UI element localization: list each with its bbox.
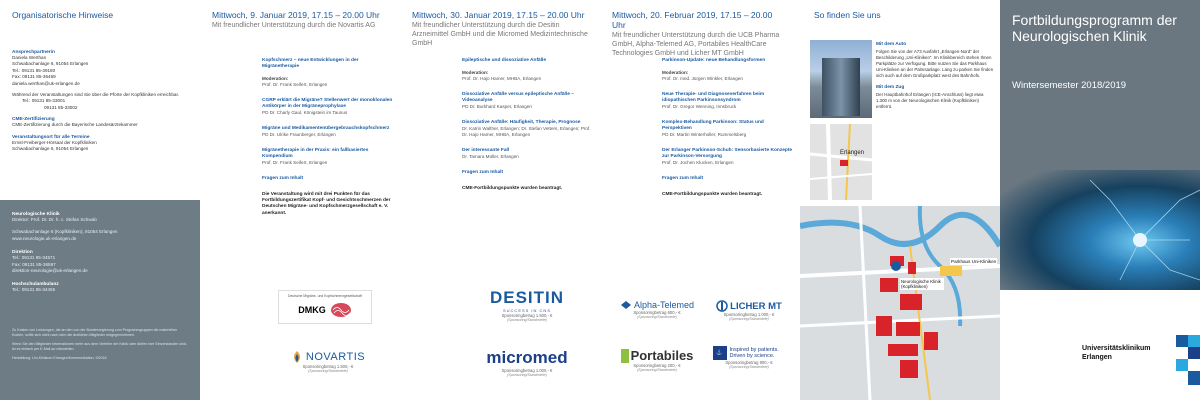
portabiles-name: Portabiles [630,348,694,363]
topic-item [462,58,594,82]
service-email[interactable]: direktion-neurologie@uk-erlangen.de [12,268,88,274]
topic-item [462,120,594,138]
overview-map-label: Erlangen [840,150,865,156]
desitin-name: DESITIN [489,288,565,307]
sponsor-type: (Sponsoring/Standmiete) [637,368,677,372]
session-date: Mittwoch, 9. Januar 2019, 17.15 – 20.00 Uhr [212,10,380,20]
contact-line: Schwabachanlage 6, 91054 Erlangen [12,61,89,67]
session-date: Mittwoch, 20. Februar 2019, 17.15 – 20.00 Uhr [612,10,773,30]
sponsor-portabiles [612,348,702,373]
topic-title: Migränetherapie in der Praxis: ein fallbasiertes Kompendium [262,148,369,159]
dmkg-subtitle: Deutsche Migräne- und Kopfschmerzgesellschaft [288,294,362,298]
topic-speaker: Prof. Dr. Frank Seifert, Erlangen [262,82,328,87]
dmkg-name: DMKG [298,305,326,315]
clinic-director: Direktor: Prof. Dr. Dr. h. c. Stefan Schwab [12,217,97,222]
contact-line: Fax: 09131 85-36469 [12,74,56,80]
topic-speaker: Prof. Dr. med. Jürgen Winkler, Erlangen [662,76,743,81]
sponsor-type: (Sponsoring/Standmiete) [507,373,547,377]
session-support: Mit freundlicher Unterstützung durch die Desitin Arzneimittel GmbH und die Micromed Medizintechnische GmbH [412,22,588,47]
session-support: Mit freundlicher Unterstützung durch die UCB Pharma GmbH, Alpha-Telemed AG, Portabiles HealthCare Technologies GmbH und Licher MT GmbH [612,32,780,57]
topic-moderation: Moderation: [262,76,289,81]
ucb-tagline: Inspired by patients. Driven by science. [729,346,779,359]
city-map-graphic [800,206,1000,400]
topic-moderation: Moderation: [462,70,489,75]
fine-print: Zu Kosten von Leistungen, die an den von der Bundesregierung zum Programmgruppen die materiellen Kosten, sollte sich nicht nach dem die ärztlichen Mitglieder entgegennehmen. [12,327,178,337]
topic-speaker: PD Dr. Burkhard Kasper, Erlangen [462,104,532,109]
portabiles-mark-icon [621,349,629,363]
sponsor-amount: Sponsoringbetrag 200,- € [633,363,681,368]
session-jan30 [400,0,600,400]
overview-map [810,124,872,200]
directions-heading: So finden Sie uns [814,10,881,20]
topic-item [262,148,394,166]
uni-name-line1: Universitätsklinikum [1082,345,1151,352]
dmkg-brain-icon [330,302,352,318]
dmkg-logo [278,290,372,324]
service-line: Tel.: 09131 85-34571 [12,255,56,261]
topic-item [462,92,594,110]
lichermt-name: LICHER MT [730,300,782,312]
session-support: Mit freundlicher Unterstützung durch die Novartis AG [212,22,376,29]
topic-speaker: PD Dr. Martin Winterholler, Rummelsberg [662,132,747,137]
uni-name [1082,345,1150,362]
service-heading: Direktion [12,250,33,256]
venue-line: Schwabachanlage 6, 91054 Erlangen [12,146,89,152]
fine-print-2: Wenn Sie den Mitglieder Informationen mehr aus dem Verteiler der Klinik oder dürfen hier Einverstanden sind, ist es einfach per E-Mail an mitzuteilen. [12,341,187,351]
topic-item [262,58,394,88]
venue-line: Ernst-Freiberger-Hörsaal der Kopfkliniken [12,139,97,145]
topic-speaker: Prof. Dr. Gregor Wenning, Innsbruck [662,104,737,109]
sponsor-amount: Sponsoringbetrag 1.500,- € [501,313,553,318]
topic-item [662,92,794,110]
contact-heading: Ansprechpartnerin [12,50,55,55]
session-jan9 [200,0,400,400]
topic-moderation: Moderation: [662,70,689,75]
cover-subtitle: Wintersemester 2018/2019 [1012,80,1127,91]
sponsor-lichermt [704,300,794,322]
topic-item [262,176,394,182]
building-image [822,58,860,116]
topic-item [662,148,794,166]
info-panel [0,0,200,400]
topic-title: Fragen zum Inhalt [262,176,304,181]
topic-speaker: PD Dr. Charly Gaul, Königstein im Taunus [262,110,348,115]
venue-heading: Veranstaltungsort für alle Termine [12,134,90,140]
registration-tel2: 09131 85-33002 [44,104,78,110]
sponsor-amount: Sponsoringbetrag 600,- € [633,310,681,315]
topic-speaker: Prof. Dr. Hajo Hamer, MHBA, Erlangen [462,76,542,81]
sponsor-amount: Sponsoringbetrag 900,- € [725,360,773,365]
contact-line: Tel.: 09131 85-39180 [12,67,56,73]
registration-tel: Tel.: 09131 85-33001 [22,98,66,104]
sponsor-amount: Sponsoringbetrag 1.000,- € [723,312,775,317]
contact-line: Daniela Werthan [12,55,47,60]
directions-panel [800,0,1000,400]
clinic-web[interactable]: www.neurologie.uk-erlangen.de [12,235,77,241]
novartis-flame-icon [291,350,303,364]
ucb-mark-icon: ⚓ [713,346,727,360]
info-upper [0,0,200,200]
topic-item [462,148,594,160]
topic-title: Komplex-Behandlung Parkinson: Status und Perspektiven [662,120,764,131]
session-date: Mittwoch, 30. Januar 2019, 17.15 – 20.00 Uhr [412,10,585,20]
train-text: Der Hauptbahnhof Erlangen (ICE-Anschluss) liegt etwa 1.300 m von der Neurologischen Klinik (Kopfkliniken) entfernt. [876,92,984,109]
topic-item [662,120,794,138]
sponsor-amount: Sponsoringbetrag 1.000,- € [501,368,553,373]
topic-title: Parkinson-Update: neue Behandlungsformen [662,58,766,63]
sponsor-type: (Sponsoring/Standmiete) [308,369,348,373]
topic-item [262,126,394,138]
topic-title: Neue Therapie- und Diagnoseverfahren beim idiopathischen Parkinsonsyndrom [662,92,765,103]
alphatelemed-name: Alpha-Telemed [633,300,695,310]
sponsor-type: (Sponsoring/Standmiete) [507,318,547,322]
topic-item [262,98,394,116]
novartis-name: NOVARTIS [305,351,366,363]
cme-note: CME-Fortbildungspunkte wurden beantragt. [662,192,763,197]
topic-speaker: Dr. Katrin Walther, Erlangen; Dr. Stefan Vetters, Erlangen; Prof. Dr. Hajo Hamer, MHBA, Erlangen [462,126,591,137]
clinic-address: Schwabachanlage 6 (Kopfkliniken), 91054 Erlangen [12,229,118,235]
lichermt-logo-icon [716,300,728,312]
clinic-contact [0,200,200,400]
city-map [800,206,1000,400]
clinic-heading: Neurologische Klinik [12,212,60,217]
sponsor-type: (Sponsoring/Standmiete) [637,315,677,319]
contact-block [12,55,188,87]
cme-note: Die Veranstaltung wird mit drei Punkten für das Fortbildungszertifikat Kopf- und Gesichtsschmerzen der Deutschen Migräne- und Kopfschmerzgesellschaft e. V. anerkannt. [262,192,391,216]
topic-title: Epileptische und dissoziative Anfälle [462,58,547,63]
topic-title: Der Erlanger Parkinson-Schuh: Sensorbasierte Konzepte zur Parkinson-Versorgung [662,148,793,159]
clinic-photo [810,40,872,118]
contact-email[interactable]: daniela.werthan@uk-erlangen.de [12,80,80,86]
registration-note: Während der Veranstaltungen sind Sie über die Pforte der Kopfkliniken erreichbar. [12,92,180,98]
topic-speaker: Prof. Dr. Jochen Klucken, Erlangen [662,160,734,165]
topic-speaker: Dr. Tamara Müller, Erlangen [462,154,519,159]
topic-title: Migräne und Medikamentenübergebrauchskopfschmerz [262,126,390,131]
service-line: Fax: 09131 85-36597 [12,261,56,267]
topic-title: Fragen zum Inhalt [462,170,504,175]
uni-name-line2: Erlangen [1082,353,1112,361]
clinic-label: Neurologische Klinik (Kopfkliniken) [900,278,944,290]
topic-title: Fragen zum Inhalt [662,176,704,181]
alphatelemed-logo-icon [620,300,632,310]
car-heading: Mit dem Auto [876,42,907,47]
cover-panel [1000,0,1200,400]
cme-note: CME-Fortbildungspunkte wurden beantragt. [462,186,563,191]
topic-title: CGRP erklärt die Migräne? Stellenwert der monoklonalen Antikörper in der Migräneprophylaxe [262,98,393,109]
session-topics [262,58,394,217]
sponsor-alphatelemed [612,300,702,320]
topic-title: Der interessante Fall [462,148,510,153]
directions-text [876,42,994,110]
cme-heading: CME-Zertifizierung [12,117,55,123]
car-text: Folgen Sie von der A73 Ausfahrt „Erlangen-Nord“ der Beschilderung „Uni-Kliniken“. Im Klinikbereich stehen Ihnen Parkplätze zur Verfügung. Bitte nutzen Sie das Parkhaus Uni-Kliniken an der Palmsanlage. Lang zu parken Sie finden sich auch auf dem Großparkplatz west des Bahnhofs. [876,49,994,78]
topic-title: Dissoziative Anfälle: Häufigkeit, Therapie, Prognose [462,120,581,125]
topic-title: Kopfschmerz – neue Entwicklungen in der Migränetherapie [262,58,359,69]
ward-tel: Tel.: 09131 85-34455 [12,287,56,293]
parkhaus-label: Parkhaus Uni-Kliniken [951,259,997,264]
session-topics [462,58,594,192]
ward-heading: Hochschulambulanz [12,282,59,288]
desitin-tagline: SUCCESS IN CNS [502,308,551,313]
sponsor-type: (Sponsoring/Standmiete) [729,317,769,321]
cover-image [1000,0,1200,290]
sponsor-desitin [482,288,572,323]
topic-item [662,58,794,82]
fine-print-3: Herstellung: Uni-Klinikum Erlangen/Kommunikation, 9/2018 [12,355,107,360]
session-topics [662,58,794,198]
train-heading: Mit dem Zug [876,85,905,90]
sponsor-novartis [278,350,378,374]
topic-item [662,176,794,182]
topic-speaker: PD Dr. Ulrike Fraunberger, Erlangen [262,132,336,137]
micromed-name: micromed [486,348,568,367]
topic-item [462,170,594,176]
info-heading: Organisatorische Hinweise [12,10,114,20]
topic-speaker: Prof. Dr. Frank Seifert, Erlangen [262,160,328,165]
uni-logo-icon [1176,335,1200,385]
topic-title: Dissoziative Anfälle versus epileptische Anfälle – Videoanalyse [462,92,574,103]
cover-title: Fortbildungsprogramm der Neurologischen Klinik [1012,12,1177,44]
session-feb20 [600,0,800,400]
sponsor-micromed [472,348,582,378]
sponsor-amount: Sponsoringbetrag 1.500,- € [302,364,354,369]
sponsor-ucb [704,346,794,370]
sponsor-type: (Sponsoring/Standmiete) [729,365,769,369]
cme-text: CME-Zertifizierung durch die Bayerische Landesärztekammer [12,122,138,128]
overview-map-graphic [810,124,872,200]
